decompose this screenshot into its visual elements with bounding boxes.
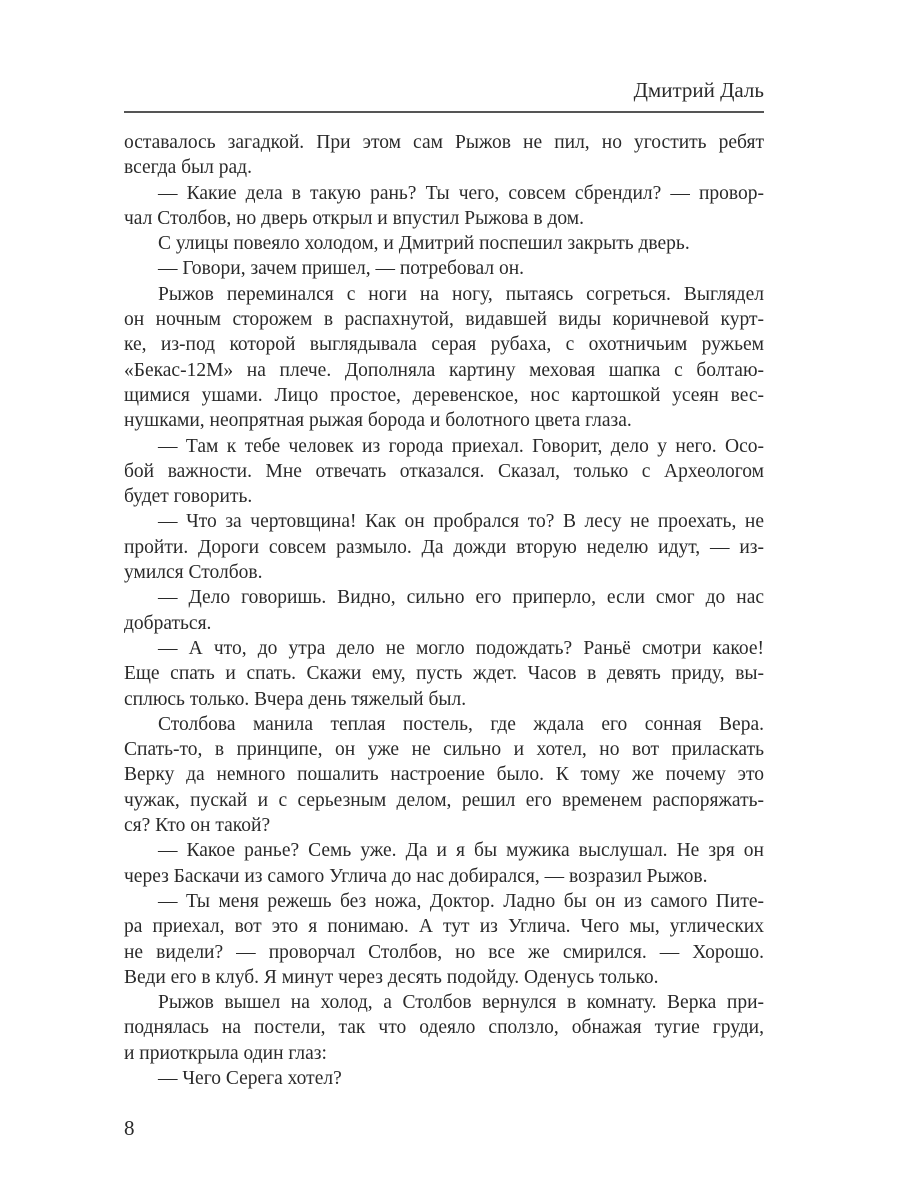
text-line: — Дело говоришь. Видно, сильно его приперло, если смог до нас bbox=[158, 587, 764, 609]
text-line: Веди его в клуб. Я минут через десять подойду. Оденусь только. bbox=[124, 966, 659, 988]
paragraph bbox=[124, 838, 764, 889]
paragraph bbox=[124, 585, 764, 636]
text-line: Спать-то, в принципе, он уже не сильно и хотел, но вот приласкать bbox=[124, 739, 764, 761]
paragraph bbox=[124, 282, 764, 434]
text-line: умился Столбов. bbox=[124, 562, 263, 584]
text-line: — Ты меня режешь без ножа, Доктор. Ладно бы он из самого Пите- bbox=[158, 890, 764, 912]
text-line: С улицы повеяло холодом, и Дмитрий поспешил закрыть дверь. bbox=[158, 233, 690, 255]
paragraph bbox=[124, 130, 764, 181]
text-line: «Бекас-12М» на плече. Дополняла картину меховая шапка с болтаю- bbox=[124, 359, 764, 381]
paragraph bbox=[124, 256, 764, 281]
text-line: пройти. Дороги совсем размыло. Да дожди вторую неделю идут, — из- bbox=[124, 536, 764, 558]
paragraph bbox=[124, 231, 764, 256]
text-line: — Говори, зачем пришел, — потребовал он. bbox=[158, 258, 525, 280]
paragraph bbox=[124, 636, 764, 712]
text-line: добраться. bbox=[124, 612, 212, 634]
text-line: нушками, неопрятная рыжая борода и болотного цвета глаза. bbox=[124, 410, 632, 432]
text-line: Рыжов вышел на холод, а Столбов вернулся в комнату. Верка при- bbox=[158, 992, 764, 1014]
text-line: не видели? — проворчал Столбов, но все же смирился. — Хорошо. bbox=[124, 941, 764, 963]
text-line: ра приехал, вот это я понимаю. А тут из Углича. Чего мы, углических bbox=[124, 916, 764, 938]
text-line: ке, из-под которой выглядывала серая рубаха, с охотничьим ружьем bbox=[124, 334, 764, 356]
text-line: Еще спать и спать. Скажи ему, пусть ждет. Часов в девять приду, вы- bbox=[124, 663, 764, 685]
text-line: ся? Кто он такой? bbox=[124, 815, 271, 837]
text-line: будет говорить. bbox=[124, 486, 253, 508]
text-line: — Какое ранье? Семь уже. Да и я бы мужика выслушал. Не зря он bbox=[158, 840, 764, 862]
text-line: — А что, до утра дело не могло подождать? Раньё смотри какое! bbox=[158, 637, 764, 659]
text-line: — Чего Серега хотел? bbox=[158, 1067, 342, 1089]
text-line: Верку да немного пошалить настроение было. К тому же почему это bbox=[124, 764, 764, 786]
text-line: — Какие дела в такую рань? Ты чего, совсем сбрендил? — провор- bbox=[158, 182, 764, 204]
text-line: через Баскачи из самого Углича до нас добирался, — возразил Рыжов. bbox=[124, 865, 708, 887]
text-line: бой важности. Мне отвечать отказался. Сказал, только с Археологом bbox=[124, 460, 764, 482]
text-line: и приоткрыла один глаз: bbox=[124, 1042, 327, 1064]
text-line: Столбова манила теплая постель, где ждала его сонная Вера. bbox=[158, 713, 764, 735]
paragraph bbox=[124, 1066, 764, 1091]
text-line: он ночным сторожем в распахнутой, видавшей виды коричневой курт- bbox=[124, 309, 764, 331]
paragraph bbox=[124, 509, 764, 585]
text-line: поднялась на постели, так что одеяло сползло, обнажая тугие груди, bbox=[124, 1017, 764, 1039]
text-line: Рыжов переминался с ноги на ногу, пытаясь согреться. Выглядел bbox=[158, 283, 764, 305]
paragraph bbox=[124, 181, 764, 232]
text-line: — Что за чертовщина! Как он пробрался то? В лесу не проехать, не bbox=[158, 511, 764, 533]
paragraph bbox=[124, 712, 764, 838]
header-rule bbox=[124, 111, 764, 113]
text-line: чал Столбов, но дверь открыл и впустил Рыжова в дом. bbox=[124, 207, 584, 229]
paragraph bbox=[124, 434, 764, 510]
text-line: всегда был рад. bbox=[124, 157, 252, 179]
text-line: щимися ушами. Лицо простое, деревенское, нос картошкой усеян вес- bbox=[124, 384, 764, 406]
paragraph bbox=[124, 889, 764, 990]
text-line: оставалось загадкой. При этом сам Рыжов не пил, но угостить ребят bbox=[124, 132, 764, 153]
text-line: сплюсь только. Вчера день тяжелый был. bbox=[124, 688, 467, 710]
paragraph bbox=[124, 990, 764, 1066]
text-line: — Там к тебе человек из города приехал. Говорит, дело у него. Осо- bbox=[158, 435, 764, 457]
running-head-author: Дмитрий Даль bbox=[633, 78, 764, 102]
text-line: чужак, пускай и с серьезным делом, решил его временем распоряжать- bbox=[124, 789, 764, 811]
page-body-text bbox=[124, 130, 764, 1091]
page-number: 8 bbox=[124, 1116, 135, 1140]
